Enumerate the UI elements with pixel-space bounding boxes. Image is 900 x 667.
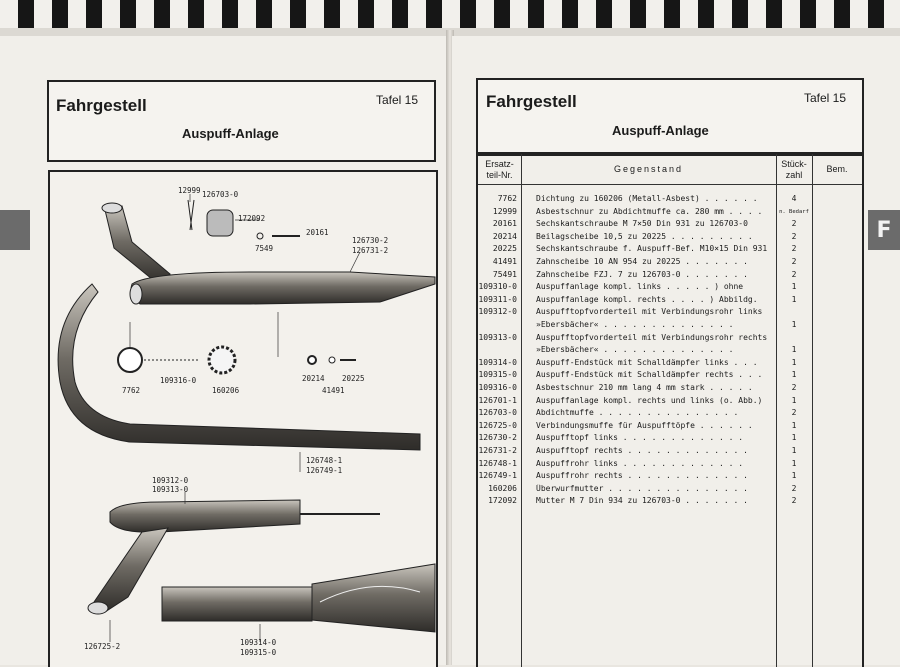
- label-160206: 160206: [212, 386, 240, 395]
- right-page-subtitle: Auspuff-Anlage: [612, 123, 709, 138]
- part-number: 109310-0: [478, 282, 517, 292]
- part-description: Beilagscheibe 10,5 zu 20225 . . . . . . . . .: [536, 231, 753, 241]
- label-20225: 20225: [342, 374, 365, 383]
- label-7762: 7762: [122, 386, 141, 395]
- part-description: Auspuffanlage kompl. links . . . . . ) ohne: [536, 282, 744, 292]
- table-row: [478, 320, 862, 330]
- part-quantity: n. Bedarf: [779, 208, 809, 215]
- part-number: 75491: [492, 269, 517, 279]
- part-number: 20225: [492, 244, 517, 254]
- label-20161: 20161: [306, 228, 329, 237]
- part-quantity: 2: [791, 244, 797, 254]
- part-number: 126748-1: [478, 458, 517, 468]
- part-quantity: 1: [791, 320, 797, 329]
- part-description: Sechskantschraube M 7×50 Din 931 zu 126703-0: [536, 219, 748, 229]
- left-tafel-label: Tafel 15: [376, 93, 419, 107]
- label-109314-0: 109314-0: [240, 638, 277, 647]
- table-row: [478, 459, 862, 469]
- label-41491: 41491: [322, 386, 345, 395]
- header-divider: [478, 184, 862, 185]
- part-description: »Ebersbächer« . . . . . . . . . . . . . .: [536, 320, 734, 329]
- label-126749-1: 126749-1: [306, 466, 343, 475]
- part-number: 126701-1: [478, 395, 517, 405]
- part-description: Auspuffanlage kompl. rechts und links (o. Abb.): [536, 395, 763, 405]
- table-row: [478, 232, 862, 242]
- col-header-nr: [478, 159, 521, 181]
- part-description: Auspufftopfvorderteil mit Verbindungsrohr links: [536, 307, 763, 317]
- part-quantity: 2: [791, 231, 797, 241]
- right-header-box: [476, 78, 864, 156]
- part-quantity: 2: [791, 483, 797, 493]
- table-row: [478, 333, 862, 343]
- part-quantity: 1: [791, 370, 797, 380]
- part-quantity: 1: [791, 294, 797, 304]
- col-header-qty: [776, 159, 812, 181]
- part-number: 7762: [497, 194, 517, 203]
- table-row: [478, 282, 862, 292]
- label-109312-0: 109312-0: [152, 476, 189, 485]
- part-quantity: 2: [791, 496, 797, 506]
- part-quantity: 4: [791, 194, 797, 203]
- exhaust-pipe: [58, 284, 420, 450]
- label-126748-1: 126748-1: [306, 456, 343, 465]
- part-description: Abdichtmuffe . . . . . . . . . . . . . . .: [536, 408, 739, 418]
- label-172092: 172092: [238, 214, 266, 223]
- table-row: [478, 257, 862, 267]
- table-row: [478, 383, 862, 393]
- right-page-title: Fahrgestell: [486, 92, 577, 111]
- label-12999: 12999: [178, 186, 201, 195]
- gasket-rings: [118, 347, 356, 373]
- table-row: [478, 270, 862, 280]
- table-row: [478, 408, 862, 418]
- part-quantity: 2: [791, 269, 797, 279]
- part-description: Dichtung zu 160206 (Metall-Asbest) . . . . . .: [536, 194, 758, 203]
- table-row: [478, 484, 862, 494]
- part-quantity: 1: [791, 357, 797, 367]
- part-quantity: 1: [791, 345, 797, 355]
- part-number: 126749-1: [478, 471, 517, 481]
- table-row: [478, 207, 862, 217]
- part-description: Mutter M 7 Din 934 zu 126703-0 . . . . . . .: [536, 496, 748, 506]
- part-quantity: 1: [791, 458, 797, 468]
- table-row: [478, 358, 862, 368]
- part-number: 160206: [488, 483, 517, 493]
- col-header-item: Gegenstand: [613, 164, 684, 174]
- parts-table: [476, 152, 864, 667]
- part-description: Asbestschnur zu Abdichtmuffe ca. 280 mm . . . .: [536, 206, 763, 216]
- exploded-parts-diagram: [48, 170, 438, 667]
- part-description: Auspuff-Endstück mit Schalldämpfer links . . .: [536, 357, 758, 367]
- part-quantity: 1: [791, 446, 797, 455]
- col-header-qty-line2: zahl: [785, 170, 803, 180]
- table-row: [478, 496, 862, 506]
- label-109313-0: 109313-0: [152, 485, 189, 494]
- part-description: Auspuffrohr links . . . . . . . . . . . . .: [536, 458, 744, 468]
- label-126731-2: 126731-2: [352, 246, 389, 255]
- part-quantity: 1: [791, 420, 797, 430]
- table-row: [478, 194, 862, 204]
- part-quantity: 1: [791, 433, 797, 443]
- table-row: [478, 433, 862, 443]
- part-number: 126731-2: [478, 446, 517, 455]
- part-description: »Ebersbächer« . . . . . . . . . . . . . .: [536, 345, 734, 355]
- table-row: [478, 446, 862, 456]
- part-description: Auspuffanlage kompl. rechts . . . . ) Abbildg.: [536, 294, 758, 304]
- part-quantity: 1: [791, 471, 797, 481]
- label-20214: 20214: [302, 374, 325, 383]
- col-header-qty-line1: Stück-: [781, 159, 807, 169]
- silencer-end-piece: [162, 564, 435, 632]
- left-section-tab: [0, 210, 30, 250]
- label-126725-2: 126725-2: [84, 642, 121, 651]
- label-126703-0: 126703-0: [202, 190, 239, 199]
- table-row: [478, 345, 862, 355]
- right-section-tab: F: [868, 210, 900, 250]
- part-quantity: 1: [791, 395, 797, 405]
- part-number: 109314-0: [478, 357, 517, 367]
- table-row: [478, 421, 862, 431]
- left-page-title: Fahrgestell: [56, 96, 147, 115]
- table-row: [478, 244, 862, 254]
- table-row: [478, 396, 862, 406]
- part-number: 109315-0: [478, 370, 517, 380]
- label-126730-2: 126730-2: [352, 236, 389, 245]
- part-number: 126725-0: [478, 420, 517, 430]
- part-number: 109313-0: [478, 332, 517, 342]
- left-page-subtitle: Auspuff-Anlage: [182, 126, 279, 141]
- label-109316-0: 109316-0: [160, 376, 197, 385]
- part-quantity: 2: [791, 257, 797, 266]
- part-number: 172092: [488, 496, 517, 506]
- table-row: [478, 295, 862, 305]
- table-row: [478, 370, 862, 380]
- part-quantity: 2: [791, 219, 797, 229]
- table-row: [478, 471, 862, 481]
- right-tafel-label: Tafel 15: [804, 91, 847, 105]
- part-number: 126730-2: [478, 433, 517, 443]
- table-row: [478, 307, 862, 317]
- spiral-binding: [0, 0, 900, 30]
- part-quantity: 2: [791, 408, 797, 418]
- part-description: Asbestschnur 210 mm lang 4 mm stark . . . . .: [536, 383, 753, 392]
- table-row: [478, 219, 862, 229]
- part-quantity: 1: [791, 282, 797, 292]
- part-number: 126703-0: [478, 408, 517, 418]
- part-description: Überwurfmutter . . . . . . . . . . . . . . .: [536, 483, 748, 493]
- part-description: Auspuffrohr rechts . . . . . . . . . . . . .: [536, 471, 748, 481]
- part-description: Auspufftopfvorderteil mit Verbindungsrohr rechts: [536, 332, 768, 342]
- part-number: 109316-0: [478, 383, 517, 392]
- part-number: 109312-0: [478, 307, 517, 317]
- part-description: Verbindungsmuffe für Auspufftöpfe . . . . . .: [536, 420, 753, 430]
- part-number: 20214: [492, 231, 517, 241]
- label-109315-0: 109315-0: [240, 648, 277, 657]
- col-header-nr-line1: Ersatz-: [485, 159, 514, 169]
- col-header-remark: Bem.: [826, 164, 848, 174]
- part-quantity: 2: [791, 383, 797, 392]
- label-7549: 7549: [255, 244, 274, 253]
- part-description: Sechskantschraube f. Auspuff-Bef. M10×15 Din 931: [536, 244, 768, 254]
- part-description: Auspuff-Endstück mit Schalldämpfer rechts . . .: [536, 370, 763, 380]
- part-description: Zahnscheibe FZJ. 7 zu 126703-0 . . . . . . .: [536, 269, 748, 279]
- part-description: Auspufftopf links . . . . . . . . . . . . .: [536, 433, 744, 443]
- col-header-nr-line2: teil-Nr.: [486, 170, 513, 180]
- part-number: 41491: [492, 257, 517, 266]
- part-number: 12999: [492, 206, 517, 216]
- part-description: Auspufftopf rechts . . . . . . . . . . . . .: [536, 446, 748, 455]
- part-number: 109311-0: [478, 294, 517, 304]
- part-description: Zahnscheibe 10 AN 954 zu 20225 . . . . . . .: [536, 257, 748, 266]
- part-number: 20161: [492, 219, 517, 229]
